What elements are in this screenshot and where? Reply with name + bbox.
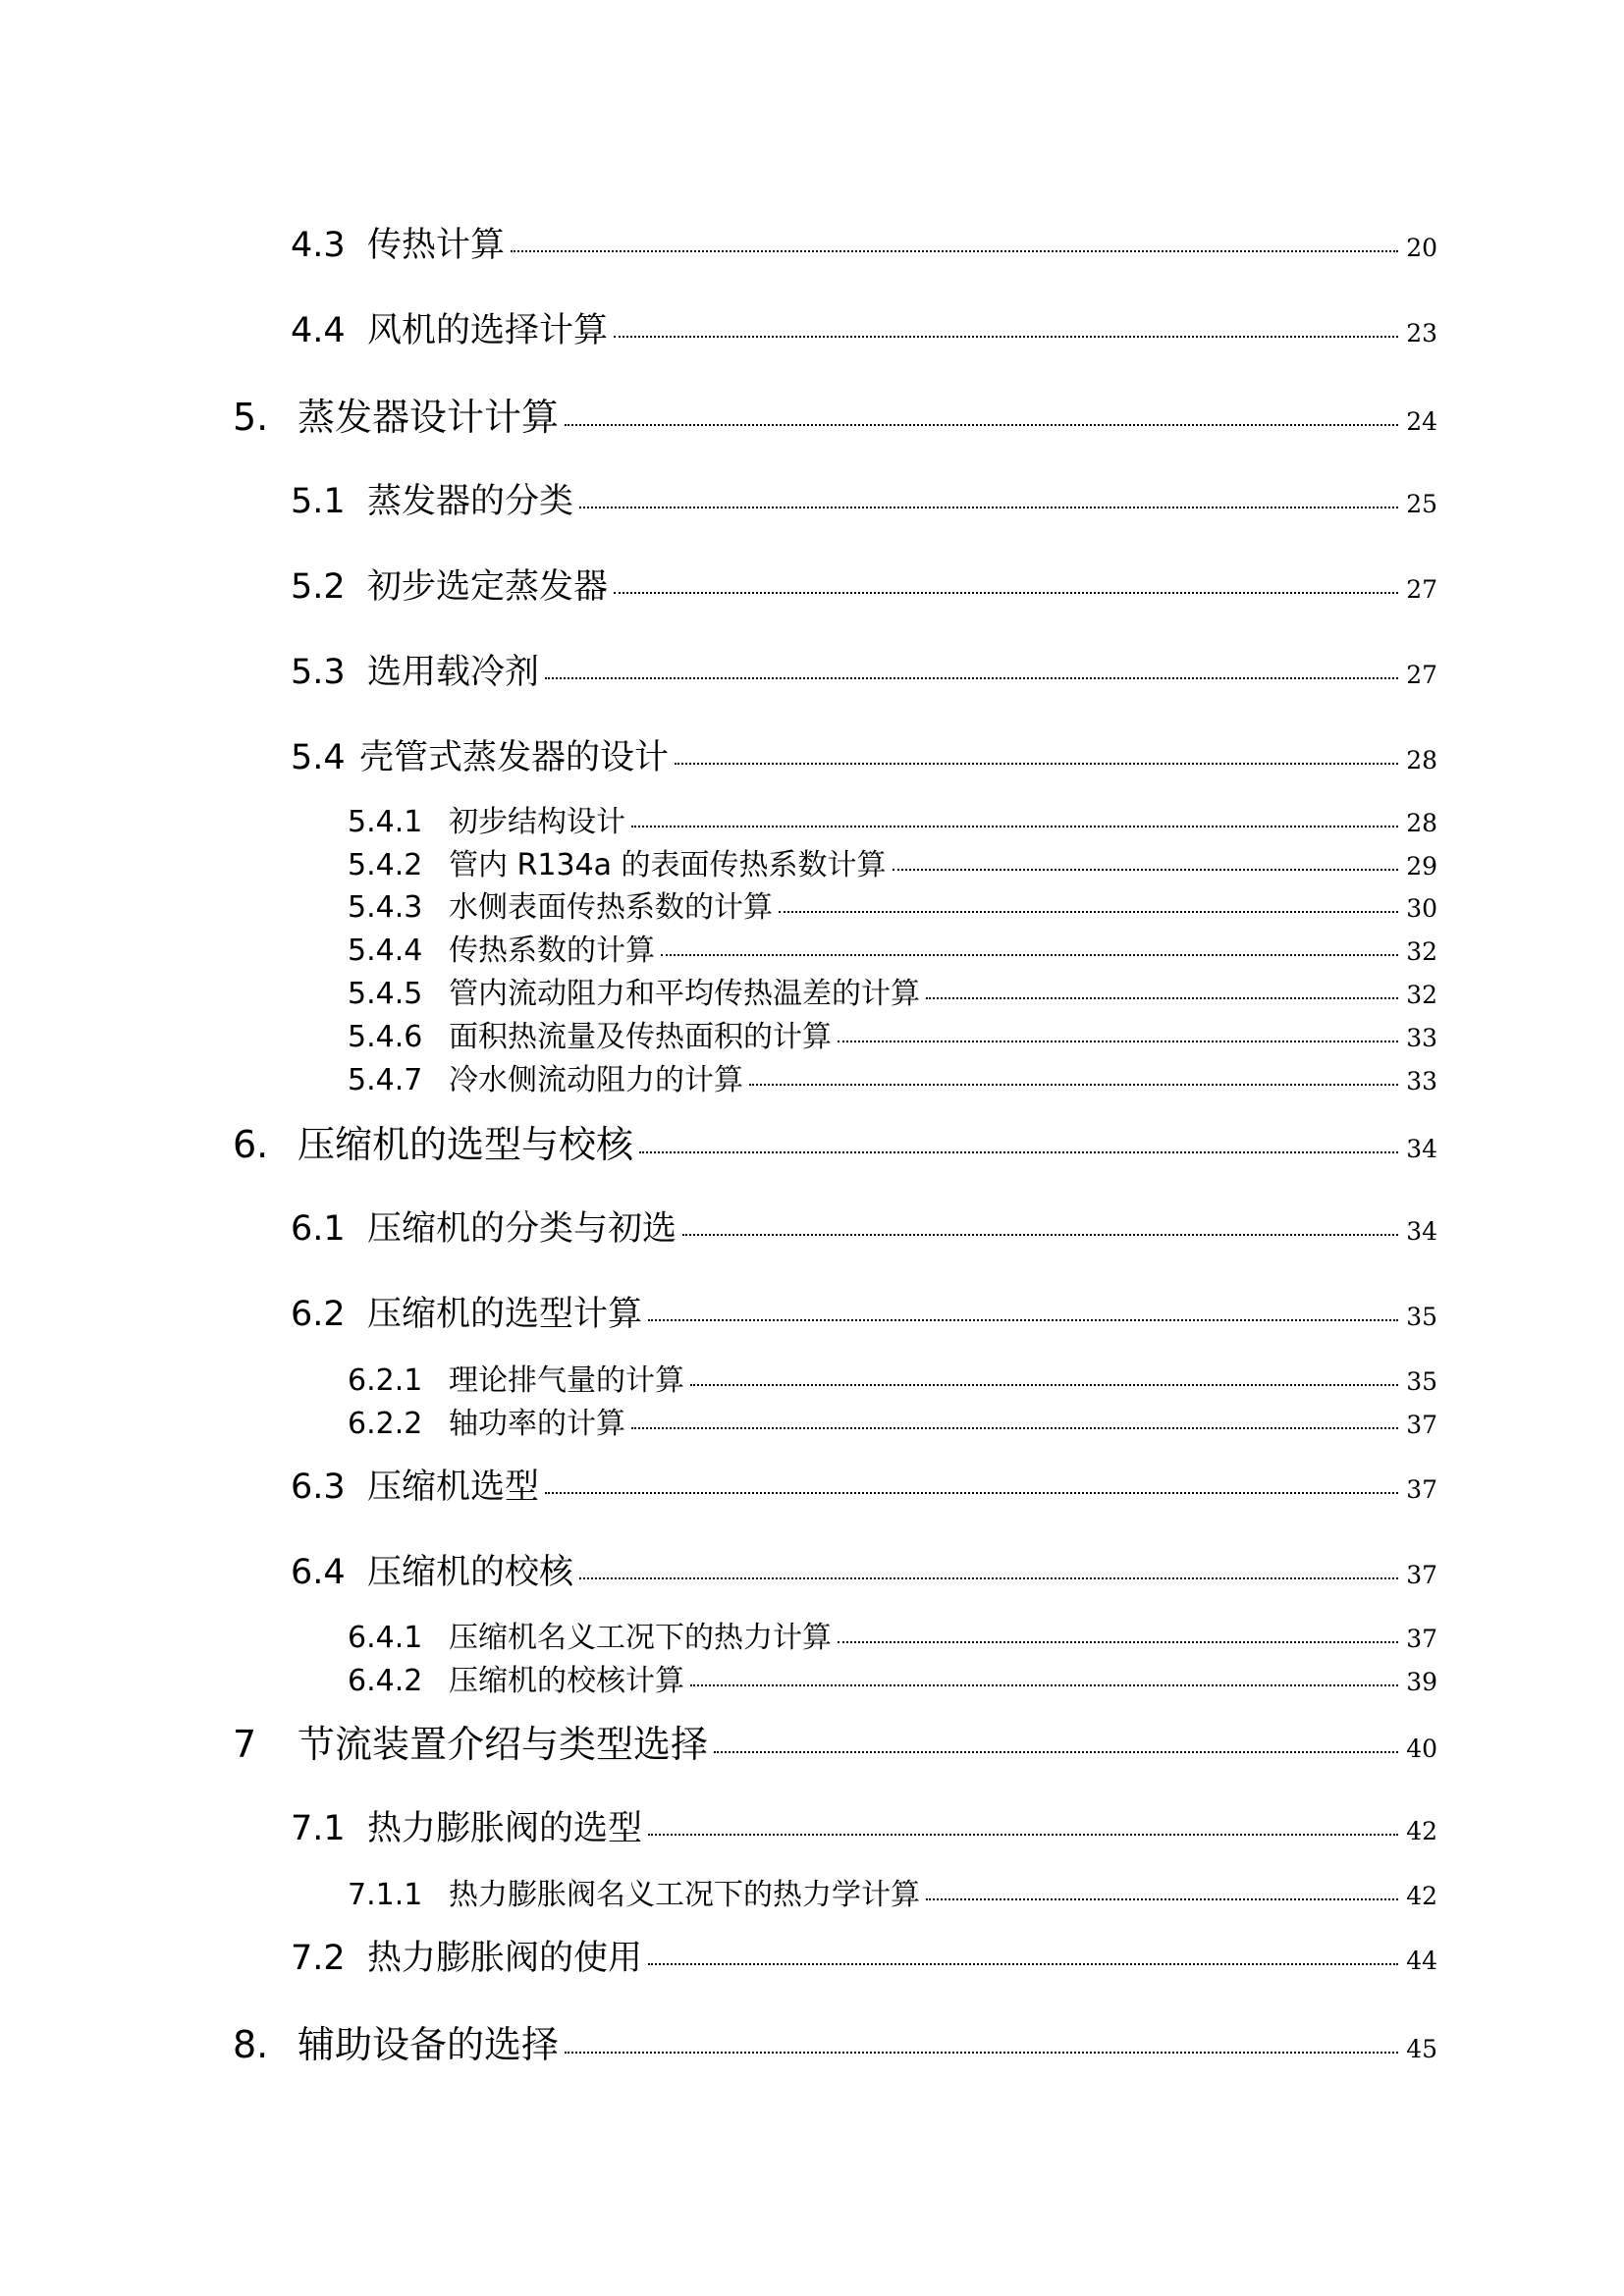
dot-leader [648, 1319, 1398, 1321]
toc-number: 5.1 [291, 482, 346, 521]
toc-title: 热力膨胀阀的使用 [367, 1939, 643, 1978]
toc-page-number: 42 [1406, 1882, 1437, 1910]
toc-page-number: 34 [1406, 1217, 1437, 1246]
toc-title: 理论排气量的计算 [449, 1363, 684, 1398]
toc-title: 壳管式蒸发器的设计 [359, 738, 670, 777]
dot-leader [675, 763, 1398, 765]
toc-number: 6. [233, 1123, 269, 1166]
toc-title: 传热计算 [367, 226, 506, 265]
dot-leader [690, 1384, 1398, 1386]
dot-leader [648, 1834, 1398, 1836]
toc-title: 初步结构设计 [449, 805, 625, 839]
dot-leader [579, 507, 1398, 508]
toc-entry-8[interactable] [0, 2014, 1624, 2068]
toc-entry-5-3[interactable] [0, 645, 1624, 694]
dot-leader [648, 1963, 1398, 1965]
toc-title: 面积热流量及传热面积的计算 [449, 1020, 832, 1054]
toc-page-number: 35 [1406, 1367, 1437, 1396]
dot-leader [714, 1751, 1398, 1753]
toc-number: 5.4.5 [348, 977, 423, 1011]
toc-entry-5-2[interactable] [0, 560, 1624, 609]
toc-number: 6.4.2 [348, 1664, 423, 1698]
toc-entry-5-4-7[interactable] [0, 1055, 1624, 1098]
toc-number: 5.4.3 [348, 890, 423, 925]
dot-leader [565, 424, 1398, 426]
dot-leader [893, 869, 1398, 871]
toc-number: 6.4 [291, 1553, 346, 1592]
dot-leader [631, 1427, 1398, 1429]
toc-number: 6.4.1 [348, 1621, 423, 1655]
toc-entry-7[interactable] [0, 1714, 1624, 1768]
dot-leader [511, 250, 1398, 252]
dot-leader [926, 997, 1398, 999]
dot-leader [661, 954, 1398, 956]
toc-page-number: 35 [1406, 1303, 1437, 1331]
toc-title: 压缩机的校核计算 [449, 1664, 684, 1698]
dot-leader [838, 1041, 1398, 1042]
toc-page-number: 29 [1406, 852, 1437, 881]
dot-leader [639, 1151, 1398, 1153]
dot-leader [690, 1684, 1398, 1686]
toc-entry-5-4-2[interactable] [0, 840, 1624, 883]
dot-leader [631, 826, 1398, 828]
toc-entry-6-4[interactable] [0, 1545, 1624, 1594]
toc-title: 轴功率的计算 [449, 1407, 625, 1441]
toc-entry-6-2-2[interactable] [0, 1399, 1624, 1442]
toc-page-number: 28 [1406, 809, 1437, 837]
toc-number: 5.4.4 [348, 934, 423, 968]
toc-page-number: 27 [1406, 661, 1437, 689]
toc-number: 5.2 [291, 567, 346, 607]
toc-entry-6-2[interactable] [0, 1287, 1624, 1336]
toc-title: 辅助设备的选择 [298, 2023, 560, 2066]
dot-leader [614, 336, 1398, 338]
toc-title: 管内 R134a 的表面传热系数计算 [449, 848, 887, 882]
toc-page-number: 20 [1406, 234, 1437, 262]
dot-leader [749, 1084, 1398, 1086]
toc-title: 热力膨胀阀的选型 [367, 1809, 643, 1848]
dot-leader [779, 911, 1398, 913]
toc-page-number: 32 [1406, 937, 1437, 966]
dot-leader [545, 677, 1398, 679]
toc-number: 5.4.6 [348, 1020, 423, 1054]
toc-entry-5-4[interactable] [0, 730, 1624, 779]
toc-page-number: 37 [1406, 1561, 1437, 1589]
toc-entry-7-1-1[interactable] [0, 1870, 1624, 1913]
toc-number: 6.1 [291, 1209, 346, 1249]
toc-number: 5. [233, 396, 269, 439]
toc-number: 8. [233, 2023, 269, 2066]
toc-title: 初步选定蒸发器 [367, 567, 609, 607]
toc-page-number: 45 [1406, 2035, 1437, 2063]
toc-title: 压缩机的分类与初选 [367, 1209, 677, 1249]
toc-page-number: 24 [1406, 407, 1437, 436]
toc-title: 传热系数的计算 [449, 934, 655, 968]
toc-number: 5.4.2 [348, 848, 423, 882]
toc-title: 节流装置介绍与类型选择 [298, 1723, 709, 1766]
toc-entry-6[interactable] [0, 1114, 1624, 1168]
toc-page-number: 37 [1406, 1411, 1437, 1439]
toc-entry-5-4-6[interactable] [0, 1012, 1624, 1055]
toc-title: 压缩机的选型与校核 [298, 1123, 634, 1166]
toc-number: 7 [233, 1723, 257, 1766]
toc-title: 压缩机选型 [367, 1468, 540, 1507]
toc-number: 6.2.1 [348, 1363, 423, 1398]
toc-title: 水侧表面传热系数的计算 [449, 890, 773, 925]
toc-page-number: 37 [1406, 1625, 1437, 1653]
toc-title: 压缩机名义工况下的热力计算 [449, 1621, 832, 1655]
dot-leader [545, 1492, 1398, 1494]
toc-page-number: 25 [1406, 490, 1437, 518]
toc-title: 管内流动阻力和平均传热温差的计算 [449, 977, 920, 1011]
toc-entry-7-1[interactable] [0, 1801, 1624, 1850]
toc-entry-6-3[interactable] [0, 1460, 1624, 1509]
toc-entry-6-1[interactable] [0, 1201, 1624, 1251]
toc-entry-4-3[interactable] [0, 218, 1624, 267]
toc-page-number: 37 [1406, 1475, 1437, 1504]
toc-title: 风机的选择计算 [367, 311, 609, 350]
toc-page-number: 34 [1406, 1135, 1437, 1163]
toc-entry-5-4-1[interactable] [0, 797, 1624, 840]
toc-entry-6-4-1[interactable] [0, 1613, 1624, 1656]
toc-page-number: 32 [1406, 981, 1437, 1009]
toc-entry-7-2[interactable] [0, 1931, 1624, 1980]
toc-number: 6.2.2 [348, 1407, 423, 1441]
toc-number: 6.2 [291, 1295, 346, 1334]
toc-page-number: 44 [1406, 1947, 1437, 1975]
toc-title: 蒸发器的分类 [367, 482, 574, 521]
toc-number: 7.1.1 [348, 1878, 423, 1912]
toc-page-number: 30 [1406, 894, 1437, 923]
toc-title: 热力膨胀阀名义工况下的热力学计算 [449, 1878, 920, 1912]
toc-number: 5.4.7 [348, 1063, 423, 1097]
toc-number: 5.4 [291, 738, 346, 777]
dot-leader [838, 1641, 1398, 1643]
toc-title: 蒸发器设计计算 [298, 396, 560, 439]
toc-entry-5-1[interactable] [0, 474, 1624, 523]
toc-number: 7.1 [291, 1809, 346, 1848]
dot-leader [614, 592, 1398, 594]
dot-leader [682, 1234, 1398, 1236]
toc-page-number: 33 [1406, 1067, 1437, 1095]
dot-leader [579, 1577, 1398, 1579]
toc-title: 压缩机的校核 [367, 1553, 574, 1592]
toc-number: 6.3 [291, 1468, 346, 1507]
toc-entry-4-4[interactable] [0, 303, 1624, 352]
toc-title: 选用载冷剂 [367, 653, 540, 692]
dot-leader [926, 1898, 1398, 1900]
toc-page-number: 39 [1406, 1668, 1437, 1696]
toc-page-number: 23 [1406, 319, 1437, 347]
toc-entry-5-4-4[interactable] [0, 926, 1624, 969]
toc-page-number: 33 [1406, 1024, 1437, 1052]
toc-entry-6-2-1[interactable] [0, 1356, 1624, 1399]
toc-entry-5-4-5[interactable] [0, 969, 1624, 1012]
toc-number: 5.3 [291, 653, 346, 692]
toc-page-number: 40 [1406, 1735, 1437, 1763]
dot-leader [565, 2052, 1398, 2054]
toc-page-number: 42 [1406, 1817, 1437, 1845]
toc-number: 7.2 [291, 1939, 346, 1978]
toc-entry-6-4-2[interactable] [0, 1656, 1624, 1699]
toc-number: 5.4.1 [348, 805, 423, 839]
toc-page-number: 28 [1406, 746, 1437, 774]
toc-entry-5[interactable] [0, 387, 1624, 441]
toc-page-number: 27 [1406, 575, 1437, 604]
toc-title: 压缩机的选型计算 [367, 1295, 643, 1334]
toc-number: 4.3 [291, 226, 346, 265]
toc-title: 冷水侧流动阻力的计算 [449, 1063, 743, 1097]
toc-number: 4.4 [291, 311, 346, 350]
toc-entry-5-4-3[interactable] [0, 882, 1624, 926]
